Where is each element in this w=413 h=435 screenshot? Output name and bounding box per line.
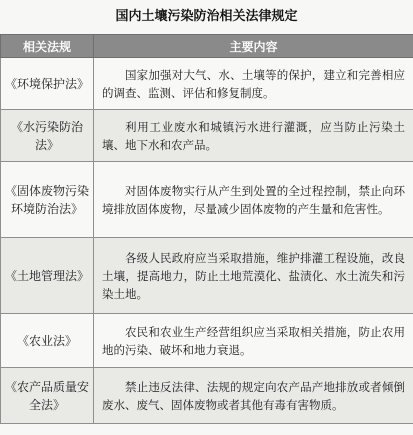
header-row [1,35,413,58]
law-content: 农民和农业生产经营组织应当采取相关措施，防止农用地的污染、破坏和地力衰退。 [94,314,413,368]
law-name: 《农业法》 [1,314,94,368]
table-row [1,368,413,424]
table-row [1,162,413,238]
law-content: 对固体废物实行从产生到处置的全过程控制，禁止向环境排放固体废物，尽量减少固体废物的产生量和危害性。 [94,162,413,238]
law-content: 利用工业废水和城镇污水进行灌溉，应当防止污染土壤、地下水和农产品。 [94,110,413,162]
law-content: 国家加强对大气、水、土壤等的保护，建立和完善相应的调查、监测、评估和修复制度。 [94,58,413,110]
law-name: 《水污染防治法》 [1,110,94,162]
law-table [0,34,413,424]
header-law: 相关法规 [1,35,94,58]
law-name: 《农产品质量安全法》 [1,368,94,424]
table-row [1,58,413,110]
table-row [1,314,413,368]
table-row [1,110,413,162]
table-title: 国内土壤污染防治相关法律规定 [0,0,413,34]
law-name: 《环境保护法》 [1,58,94,110]
law-content: 禁止违反法律、法规的规定向农产品产地排放或者倾倒废水、废气、固体废物或者其他有毒有害物质。 [94,368,413,424]
header-content: 主要内容 [94,35,413,58]
table-row [1,238,413,314]
law-name: 《固体废物污染环境防治法》 [1,162,94,238]
law-name: 《土地管理法》 [1,238,94,314]
law-content: 各级人民政府应当采取措施，维护排灌工程设施，改良土壤，提高地力，防止土地荒漠化、盐渍化、水土流失和污染土地。 [94,238,413,314]
